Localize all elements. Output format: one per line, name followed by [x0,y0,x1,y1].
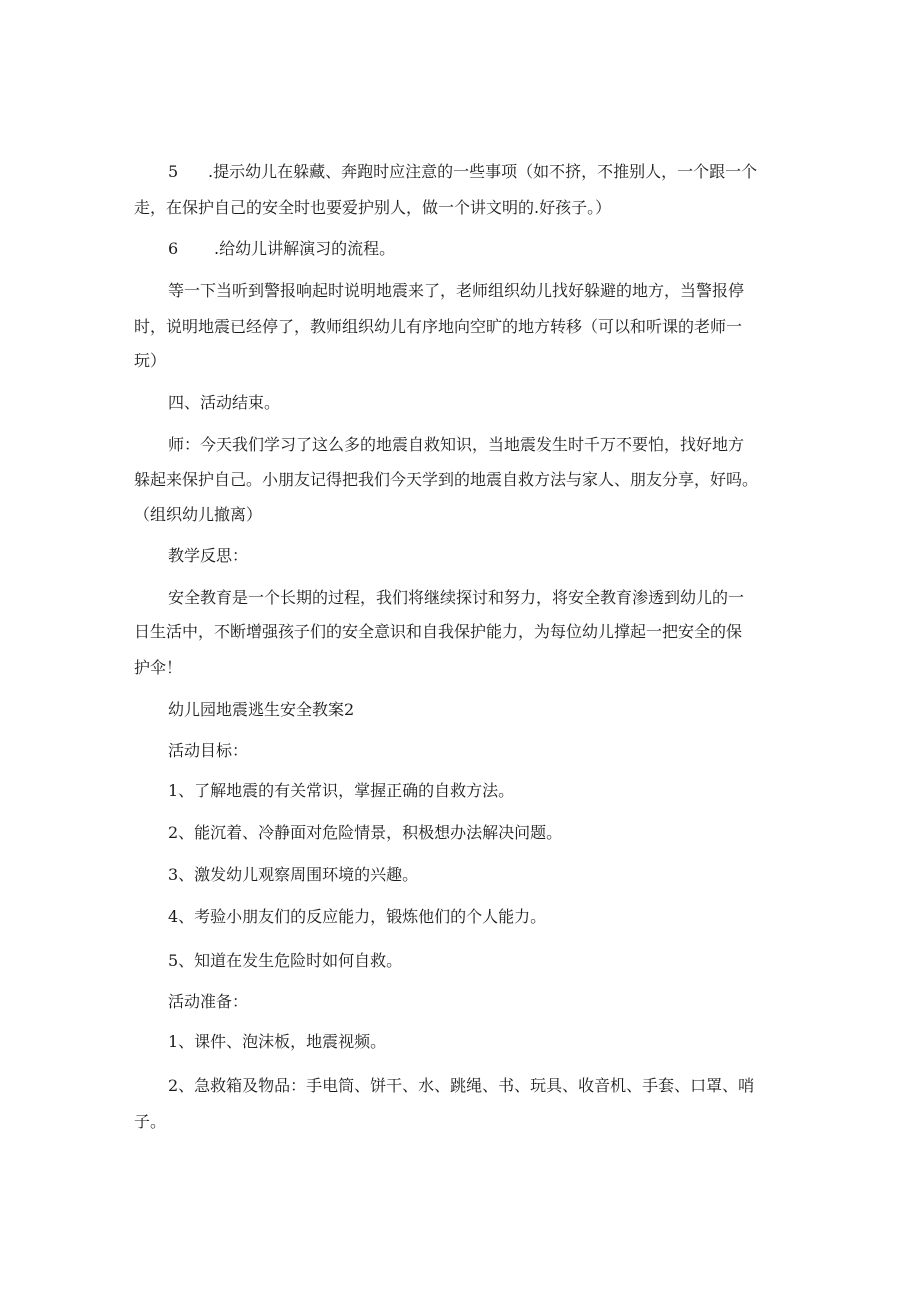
drill-line3: 玩） [134,351,167,370]
prep-item2-line1: 2、急救箱及物品：手电筒、饼干、水、跳绳、书、玩具、收音机、手套、口罩、哨 [168,1076,755,1095]
drill-line2: 时，说明地震已经停了，教师组织幼儿有序地向空旷的地方转移（可以和听课的老师一 [134,317,743,336]
goal-item: 4、考验小朋友们的反应能力，锻炼他们的个人能力。 [168,907,547,926]
item6-line [168,239,794,259]
goals-heading: 活动目标： [168,741,249,760]
prep-item1: 1、课件、泡沫板，地震视频。 [168,1032,387,1051]
reflection-line1: 安全教育是一个长期的过程，我们将继续探讨和努力，将安全教育渗透到幼儿的一 [168,588,745,607]
drill-line1: 等一下当听到警报响起时说明地震来了，老师组织幼儿找好躲避的地方，当警报停 [168,281,745,300]
item5-number: 5 [168,162,179,181]
prep-item2-line2: 子。 [134,1112,167,1131]
item6-number: 6 [168,239,179,258]
teacher-line1: 师：今天我们学习了这么多的地震自救知识，当地震发生时千万不要怕，找好地方 [168,435,745,454]
item5-text: .提示幼儿在躲藏、奔跑时应注意的一些事项（如不挤，不推别人，一个跟一个 [208,162,758,181]
section4-heading: 四、活动结束。 [168,393,281,412]
reflection-line2: 日生活中，不断增强孩子们的安全意识和自我保护能力，为每位幼儿撑起一把安全的保 [134,622,743,641]
item5-line1 [168,162,794,182]
goal-item: 1、了解地震的有关常识，掌握正确的自救方法。 [168,781,515,800]
lesson2-title: 幼儿园地震逃生安全教案2 [168,700,355,719]
teacher-line3: （组织幼儿撤离） [134,505,263,524]
reflection-heading: 教学反思： [168,546,249,565]
teacher-line2: 躲起来保护自己。小朋友记得把我们今天学到的地震自救方法与家人、朋友分享，好吗。 [134,470,759,489]
prep-heading: 活动准备： [168,992,249,1011]
reflection-line3: 护伞！ [134,658,183,677]
goal-item: 5、知道在发生危险时如何自救。 [168,951,403,970]
goal-item: 2、能沉着、冷静面对危险情景，积极想办法解决问题。 [168,823,563,842]
item6-text: .给幼儿讲解演习的流程。 [214,239,396,258]
goal-item: 3、激发幼儿观察周围环境的兴趣。 [168,865,419,884]
item5-line2: 走，在保护自己的安全时也要爱护别人，做一个讲文明的.好孩子。） [134,198,612,217]
